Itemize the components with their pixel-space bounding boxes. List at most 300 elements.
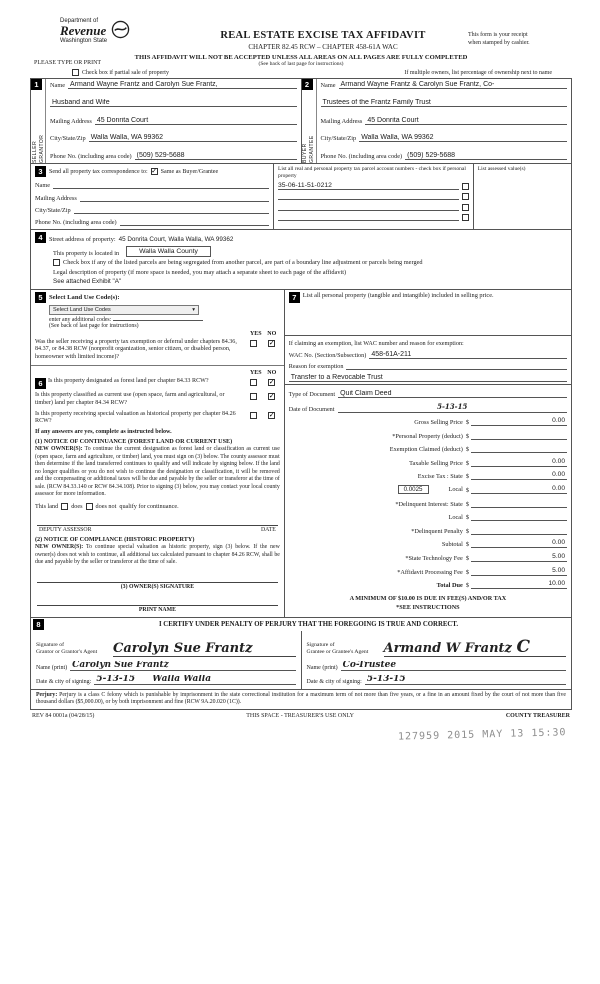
buyer-phone-value[interactable]: (509) 529-5688 (405, 152, 567, 160)
dollar-sign: $ (465, 568, 469, 576)
correspondence-fields (31, 164, 274, 229)
receipt-note-line1: This form is your receipt (468, 32, 528, 38)
dollar-sign: $ (465, 582, 469, 590)
money-label: Total Due (436, 582, 463, 590)
money-line[interactable] (471, 526, 567, 535)
section-land-use (31, 290, 284, 366)
seller-name-row2 (50, 99, 297, 107)
grantee-date-row (307, 675, 567, 685)
money-value: 10.00 (548, 580, 565, 588)
buyer-vertical-label: BUYER (302, 143, 308, 163)
signatures-body (31, 631, 571, 689)
street-address-row (35, 232, 567, 243)
dollar-sign: $ (465, 541, 469, 549)
doc-date-row (289, 402, 567, 413)
located-in-label: This property is located in (53, 249, 120, 257)
parcel-row-1 (278, 182, 469, 190)
located-in-row (35, 246, 567, 257)
buyer-name-row2 (321, 99, 568, 107)
partial-sale-left (72, 69, 169, 76)
grantee-date: 5-13-15 (366, 674, 406, 684)
certify-text: I CERTIFY UNDER PENALTY OF PERJURY THAT THE FOREGOING IS TRUE AND CORRECT. (158, 620, 459, 628)
money-row-excise-state (289, 471, 567, 480)
checkbox-partial-sale[interactable] (72, 69, 79, 76)
personal-property-row (289, 292, 567, 303)
grantor-name-row (36, 661, 296, 671)
dollar-sign: $ (465, 527, 469, 535)
grantee-name-value[interactable]: Co-Trustee (341, 661, 566, 671)
doc-date-label: Date of Document (288, 405, 335, 413)
corr-csz-value[interactable] (74, 206, 269, 214)
money-label: *Affidavit Processing Fee (397, 568, 463, 576)
money-row-personal (289, 431, 567, 440)
reason-row (289, 362, 567, 370)
wac-label: WAC No. (Section/Subsection) (288, 351, 367, 359)
treasurer-space-note: THIS SPACE - TREASURER'S USE ONLY (246, 712, 354, 719)
perjury-body: Perjury is a class C felony which is punishable by imprisonment in the state correctional institution for a maximum term of not more than five years, or a fine in an amount fixed by the court of not more than five thousand dollars ($5,000.00), or by both imprisonment and fine (RCW 9A.20.020 (1C)). (36, 691, 566, 706)
money-label: Taxable Selling Price (409, 459, 463, 467)
notice1-title: (1) NOTICE OF CONTINUANCE (FOREST LAND OR CURRENT USE) (35, 438, 233, 446)
deputy-date-label: DATE (260, 526, 276, 533)
correspondence-header-row (35, 166, 269, 177)
grantor-signature-block (31, 631, 301, 689)
notice2-lead: NEW OWNER(S): (35, 543, 84, 550)
parcel-number-1[interactable]: 35-06-11-51-0212 (278, 182, 459, 190)
grantor-signature-value[interactable]: Carolyn Sue Frantz (113, 642, 296, 657)
seller-csz-value[interactable]: Walla Walla, WA 99362 (89, 134, 297, 142)
print-name-caption (35, 607, 280, 613)
deputy-assessor-caption (35, 527, 280, 533)
q1-no-cell (264, 378, 280, 386)
perjury-lead: Perjury: (36, 691, 58, 698)
checkbox-q2-no[interactable]: ✓ (268, 392, 275, 401)
logo-state-line: Washington State (60, 37, 108, 44)
same-as-buyer-label: Same as Buyer/Grantee (160, 168, 219, 175)
corr-address-label: Mailing Address (35, 194, 77, 202)
checkbox-q3-no[interactable]: ✓ (268, 410, 275, 419)
money-line[interactable] (471, 458, 567, 467)
legal-description-label: Legal description of property (if more space is needed, you may attach a separate sheet to each page of the affidavit) (53, 268, 347, 276)
section-number-7: 7 (289, 292, 300, 303)
grantee-signature-value[interactable] (383, 636, 567, 657)
checkbox-q2-yes[interactable] (250, 393, 257, 400)
continuance-row (35, 503, 280, 510)
deputy-assessor-signature-line[interactable] (37, 516, 278, 526)
grantor-sig-label1: Signature of (36, 642, 64, 649)
money-row-tech-fee (289, 553, 567, 562)
grantor-date: 5-13-15 (96, 674, 136, 684)
section-number-5: 5 (35, 292, 46, 303)
grantee-name-label: Name (print) (306, 664, 338, 671)
money-value: 0.00 (552, 417, 565, 425)
money-line[interactable] (471, 539, 567, 548)
if-yes-note: If any answers are yes, complete as instructed below. (35, 429, 172, 436)
buyer-name-value2[interactable]: Trustees of the Frantz Family Trust (321, 99, 568, 107)
checkbox-same-as-buyer[interactable]: ✓ (151, 167, 158, 175)
assessed-values-column (474, 164, 571, 229)
doc-type-value[interactable]: Quit Claim Deed (338, 390, 567, 398)
does-not-label: does not (95, 502, 117, 510)
parcel-number-2[interactable] (278, 192, 459, 200)
money-label: *State Technology Fee (405, 555, 463, 563)
print-name-line[interactable] (37, 596, 278, 606)
grantee-name-row (307, 661, 567, 671)
money-line[interactable] (471, 512, 567, 521)
dollar-sign: $ (465, 555, 469, 563)
grantor-name-value[interactable]: Carolyn Sue Frantz (70, 661, 295, 671)
checkbox-land-does[interactable] (61, 503, 68, 510)
doc-date-value[interactable]: 5-13-15 (338, 402, 568, 413)
grantor-date-value[interactable] (94, 675, 295, 685)
grantor-signature-label (36, 642, 110, 656)
s5-no-header: NO (267, 331, 277, 337)
grantee-date-value[interactable] (365, 675, 566, 685)
minimum-fee-text: A MINIMUM OF $10.00 IS DUE IN FEE(S) AND/OR TAX (349, 595, 507, 603)
grantee-sig-label2: Grantee or Grantee's Agent (306, 649, 369, 656)
money-label: Local (448, 486, 463, 494)
doc-type-label: Type of Document (288, 391, 336, 398)
s6-question2-row (35, 392, 280, 407)
money-label: Gross Selling Price (414, 419, 463, 427)
county-treasurer-label: COUNTY TREASURER (505, 712, 570, 719)
wac-value[interactable]: 458-61A-211 (369, 351, 567, 359)
corr-name-value[interactable] (53, 181, 269, 189)
seller-address-value[interactable]: 45 Donrita Court (95, 117, 297, 125)
revenue-logo (30, 14, 178, 44)
section-property (30, 230, 572, 290)
buyer-csz-value[interactable]: Walla Walla, WA 99362 (359, 134, 567, 142)
checkbox-q1-no[interactable]: ✓ (268, 378, 275, 387)
grantor-signature-row (36, 633, 296, 657)
buyer-phone-row (321, 152, 568, 160)
dollar-sign: $ (465, 487, 469, 495)
money-line[interactable] (471, 553, 567, 562)
excise-rate-box[interactable]: 0.0025 (398, 485, 429, 494)
money-value: 0.00 (552, 471, 565, 479)
legal-description-value[interactable]: See attached Exhibit "A" (53, 278, 122, 285)
money-line[interactable] (471, 485, 567, 494)
s6-question1-row (35, 378, 280, 389)
seller-fields (46, 79, 301, 163)
money-value: 0.00 (552, 457, 565, 465)
money-line[interactable] (471, 567, 567, 576)
dollar-sign: $ (465, 446, 469, 454)
checkbox-s5-no[interactable]: ✓ (268, 338, 275, 347)
section-selling-price (285, 290, 571, 617)
divider (285, 384, 571, 385)
q3-no-cell (264, 411, 280, 419)
q3-yes-cell (246, 411, 262, 419)
grantee-date-label: Date & city of signing: (306, 678, 362, 685)
street-address-label: Street address of property: (49, 236, 116, 243)
checkbox-q3-yes[interactable] (250, 412, 257, 419)
s5-yes-header: YES (249, 331, 262, 337)
owners-signature-label: (3) OWNER(S) SIGNATURE (120, 583, 195, 590)
chevron-down-icon: ▾ (192, 307, 195, 313)
divider (285, 335, 571, 336)
exemption-intro: If claiming an exemption, list WAC number and reason for exemption: (288, 340, 464, 347)
checkbox-land-does-not[interactable] (86, 503, 93, 510)
parcel-row-2 (278, 192, 469, 200)
form-chapter: CHAPTER 82.45 RCW – CHAPTER 458-61A WAC (248, 43, 398, 51)
see-back-note: (See back of last page for instructions) (258, 61, 344, 67)
money-row-delinquent-interest-state (289, 499, 567, 508)
money-row-subtotal (289, 539, 567, 548)
land-use-see-back: (See back of last page for instructions) (49, 323, 139, 329)
seller-name-label: Name (50, 82, 66, 89)
checkbox-parcel-4[interactable] (462, 214, 469, 221)
corr-name-row (35, 181, 269, 189)
money-row-delinquent-penalty (289, 526, 567, 535)
s6-no-header: NO (267, 369, 277, 376)
s6-question3-text: Is this property receiving special valuation as historical property per chapter 84.26 RCW? (35, 410, 236, 425)
segregated-label: Check box if any of the listed parcels are being segregated from another parcel, are part of a boundary line adjustment or parcels being merged (63, 259, 423, 266)
s5-yes-cell (246, 339, 262, 347)
section-seller (31, 79, 301, 163)
buyer-fields (317, 79, 572, 163)
grantee-signature-block (301, 631, 572, 689)
seller-csz-label: City/State/Zip (50, 135, 86, 143)
form-revision: REV 84 0001a (04/28/15) (32, 712, 95, 719)
money-label: *Delinquent Interest: State (395, 500, 463, 508)
money-label: Subtotal (441, 541, 463, 549)
money-label: Excise Tax : State (417, 473, 463, 481)
reason-value-row (289, 374, 567, 382)
seller-grantor-strip (31, 79, 46, 163)
money-line[interactable] (471, 471, 567, 480)
checkbox-parcel-2[interactable] (462, 193, 469, 200)
located-in-value[interactable]: Walla Walla County (126, 246, 211, 257)
form-header (30, 14, 572, 51)
s6-question1-text: Is this property designated as forest land per chapter 84.33 RCW? (48, 378, 209, 385)
parcel-number-3[interactable] (278, 203, 459, 211)
seller-name-value[interactable]: Armand Wayne Frantz and Carolyn Sue Frantz, (68, 81, 296, 89)
this-land-label: This land (35, 502, 59, 510)
seller-csz-row (50, 134, 297, 142)
buyer-csz-row (321, 134, 568, 142)
q1-yes-cell (246, 378, 262, 386)
affidavit-document (30, 14, 572, 743)
section-number-1: 1 (31, 79, 42, 90)
logo-revenue-line: Revenue (60, 23, 107, 39)
certify-header (31, 618, 571, 631)
seller-phone-label: Phone No. (including area code) (50, 153, 132, 160)
reason-line[interactable] (346, 362, 567, 370)
money-row-processing-fee (289, 567, 567, 576)
owners-signature-caption (35, 584, 280, 590)
please-type-note: PLEASE TYPE OR PRINT (34, 60, 102, 66)
land-use-code-select[interactable] (49, 305, 199, 315)
buyer-name-label: Name (320, 82, 336, 89)
s5-yes-no-header (35, 331, 280, 337)
s6-yes-no-header (35, 370, 280, 376)
form-title-block (178, 14, 468, 51)
parcel-number-4[interactable] (278, 213, 459, 221)
buyer-name-row (321, 81, 568, 89)
print-name-label: PRINT NAME (138, 606, 176, 613)
grantee-vertical-label: GRANTEE (309, 135, 315, 163)
corr-phone-row (35, 218, 269, 226)
dollar-sign: $ (465, 500, 469, 508)
seller-name-value2[interactable]: Husband and Wife (50, 99, 297, 107)
form-title: REAL ESTATE EXCISE TAX AFFIDAVIT (220, 30, 426, 41)
s6-question3-row (35, 411, 280, 426)
grantee-sig-label1: Signature of (306, 642, 335, 649)
grantee-signature-row (307, 633, 567, 657)
land-use-header-row (35, 292, 280, 303)
legal-description-value-row (53, 278, 567, 285)
section-signatures (30, 618, 572, 690)
buyer-address-value[interactable]: 45 Donrita Court (365, 117, 567, 125)
deputy-assessor-label: DEPUTY ASSESSOR (39, 526, 92, 533)
dollar-sign: $ (465, 419, 469, 427)
money-line[interactable] (471, 580, 567, 589)
seller-name-row (50, 81, 297, 89)
section-buyer (301, 79, 572, 163)
qualify-label: qualify for continuance. (119, 502, 179, 510)
send-correspondence-label: Send all property tax correspondence to: (49, 168, 148, 175)
money-value: 5.00 (552, 566, 565, 574)
grantor-vertical-label: GRANTOR (38, 134, 45, 163)
see-instructions-note: *SEE INSTRUCTIONS (396, 603, 460, 611)
money-value: 0.00 (552, 485, 565, 493)
money-row-taxable (289, 458, 567, 467)
seller-buyer-sections (30, 78, 572, 164)
dollar-sign: $ (465, 459, 469, 467)
money-line[interactable] (471, 499, 567, 508)
parcel-row-4 (278, 213, 469, 221)
wac-row (289, 351, 567, 359)
dollar-sign: $ (465, 473, 469, 481)
corr-address-value[interactable] (80, 194, 269, 202)
additional-codes-label: enter any additional codes: (49, 317, 112, 323)
banner-warning: THIS AFFIDAVIT WILL NOT BE ACCEPTED UNLESS ALL AREAS ON ALL PAGES ARE FULLY COMPLETED (134, 54, 468, 61)
corr-csz-label: City/State/Zip (35, 206, 71, 214)
q2-yes-cell (246, 392, 262, 400)
buyer-csz-label: City/State/Zip (320, 135, 357, 143)
money-line[interactable] (471, 417, 567, 426)
grantor-city: Walla Walla (152, 674, 212, 684)
s6-yes-header: YES (249, 369, 262, 376)
notice1-text: To continue the current designation as forest land or classification as current use (open space, farm and agriculture, or timber) land, you must sign on (3) below. The county assessor must then determine if the land transferred continues to qualify and will indicate by signing below. If the land no longer qualifies or you do not wish to continue the designation or classification, it will be removed and the compensating or additional taxes will be due and payable by the seller or transferor at the time of sale. (RCW 84.33.140 or RCW 84.34.108). Prior to signing (3) below, you may contact your local county assessor for more information. (35, 446, 280, 498)
buyer-address-label: Mailing Address (320, 117, 363, 125)
money-line[interactable] (471, 431, 567, 440)
money-row-gross (289, 417, 567, 426)
checkbox-parcel-3[interactable] (462, 204, 469, 211)
corr-address-row (35, 194, 269, 202)
money-row-exemption (289, 444, 567, 453)
land-use-label: Select Land Use Code(s): (49, 294, 120, 301)
corr-name-label: Name (35, 182, 51, 190)
section-number-3: 3 (35, 166, 46, 177)
buyer-grantee-strip (302, 79, 317, 163)
money-label: *Delinquent Penalty (411, 527, 463, 535)
mid-sections (30, 290, 572, 618)
q2-no-cell (264, 392, 280, 400)
minimum-fee-note (289, 589, 567, 612)
section-number-6: 6 (35, 378, 46, 389)
grantee-signature-label (307, 642, 381, 656)
seller-vertical-label: SELLER (31, 140, 38, 163)
section-correspondence (30, 164, 572, 230)
s6-question2-text: Is this property classified as current use (open space, farm and agricultural, or timber) land per chapter 84.34 RCW? (35, 392, 225, 406)
grantee-signature-flourish: C (516, 636, 530, 657)
notice2-title: (2) NOTICE OF COMPLIANCE (HISTORIC PROPERTY) (35, 535, 195, 543)
seller-phone-value[interactable]: (509) 529-5688 (135, 152, 297, 160)
checkbox-segregated[interactable] (53, 259, 60, 266)
dollar-sign: $ (465, 514, 469, 522)
stamp-number: 127959 (397, 730, 441, 743)
street-address-value[interactable]: 45 Donrita Court, Walla Walla, WA 99362 (118, 236, 234, 243)
owners-signature-line[interactable] (37, 573, 278, 583)
seller-address-label: Mailing Address (50, 117, 92, 125)
notice2-body (35, 544, 280, 567)
left-column (31, 290, 285, 617)
money-row-total-due (289, 580, 567, 589)
money-row-excise-local (289, 485, 567, 494)
grantor-sig-label2: Grantor or Grantor's Agent (36, 649, 98, 656)
perjury-notice (30, 690, 572, 710)
money-label: *Personal Property (deduct) (392, 432, 463, 440)
revenue-logo-text (60, 18, 107, 44)
seller-phone-row (50, 152, 297, 160)
money-row-delinquent-interest-local (289, 512, 567, 521)
reason-label: Reason for exemption (288, 363, 344, 370)
buyer-name-value[interactable]: Armand Wayne Frantz & Carolyn Sue Frantz, Co- (339, 81, 567, 89)
corr-phone-value[interactable] (120, 218, 269, 226)
footer-row (30, 713, 572, 719)
grantor-date-row (36, 675, 296, 685)
grantor-name-label: Name (print) (36, 664, 68, 671)
revenue-logo-icon (111, 20, 130, 39)
personal-property-blank[interactable] (289, 303, 567, 333)
additional-codes-value[interactable] (113, 320, 203, 321)
cashier-stamp (398, 726, 598, 742)
does-label: does (71, 502, 83, 510)
buyer-phone-label: Phone No. (including area code) (320, 153, 403, 160)
notice2-text: To continue special valuation as historic property, sign (3) below. If the new owner(s) does not wish to continue, all additional tax calculated pursuant to chapter 84.26 RCW, shall be due and payable by the seller or transferor at the time of sale. (35, 543, 280, 566)
money-line[interactable] (471, 444, 567, 453)
corr-csz-row (35, 206, 269, 214)
section-number-8: 8 (33, 619, 44, 630)
corr-phone-label: Phone No. (including area code) (35, 219, 117, 226)
reason-value[interactable]: Transfer to a Revocable Trust (289, 374, 567, 382)
doc-type-row (289, 390, 567, 398)
buyer-address-row (321, 117, 568, 125)
parcel-column-header: List all real and personal property tax parcel account numbers - check box if personal property (278, 166, 466, 179)
money-label: Local (448, 514, 463, 522)
checkbox-s5-yes[interactable] (250, 340, 257, 347)
section-number-4: 4 (35, 232, 46, 243)
multiple-owners-note: If multiple owners, list percentage of ownership next to name (404, 69, 552, 76)
s5-no-cell (264, 339, 280, 347)
notice1-body (35, 446, 280, 499)
logo-dept-line: Department of (60, 18, 99, 24)
segregated-row (53, 259, 567, 266)
checkbox-q1-yes[interactable] (250, 379, 257, 386)
seller-address-row (50, 117, 297, 125)
money-value: 0.00 (552, 539, 565, 547)
partial-sale-row (72, 69, 552, 76)
receipt-note (468, 14, 572, 48)
s5-question-row (35, 339, 280, 362)
assessed-values-header: List assessed value(s) (477, 166, 526, 172)
money-label: Exemption Claimed (deduct) (389, 446, 463, 454)
parcel-numbers-column (274, 164, 474, 229)
checkbox-parcel-1[interactable] (462, 183, 469, 190)
receipt-note-line2: when stamped by cashier. (468, 39, 530, 46)
partial-sale-label: Check box if partial sale of property (82, 69, 169, 76)
